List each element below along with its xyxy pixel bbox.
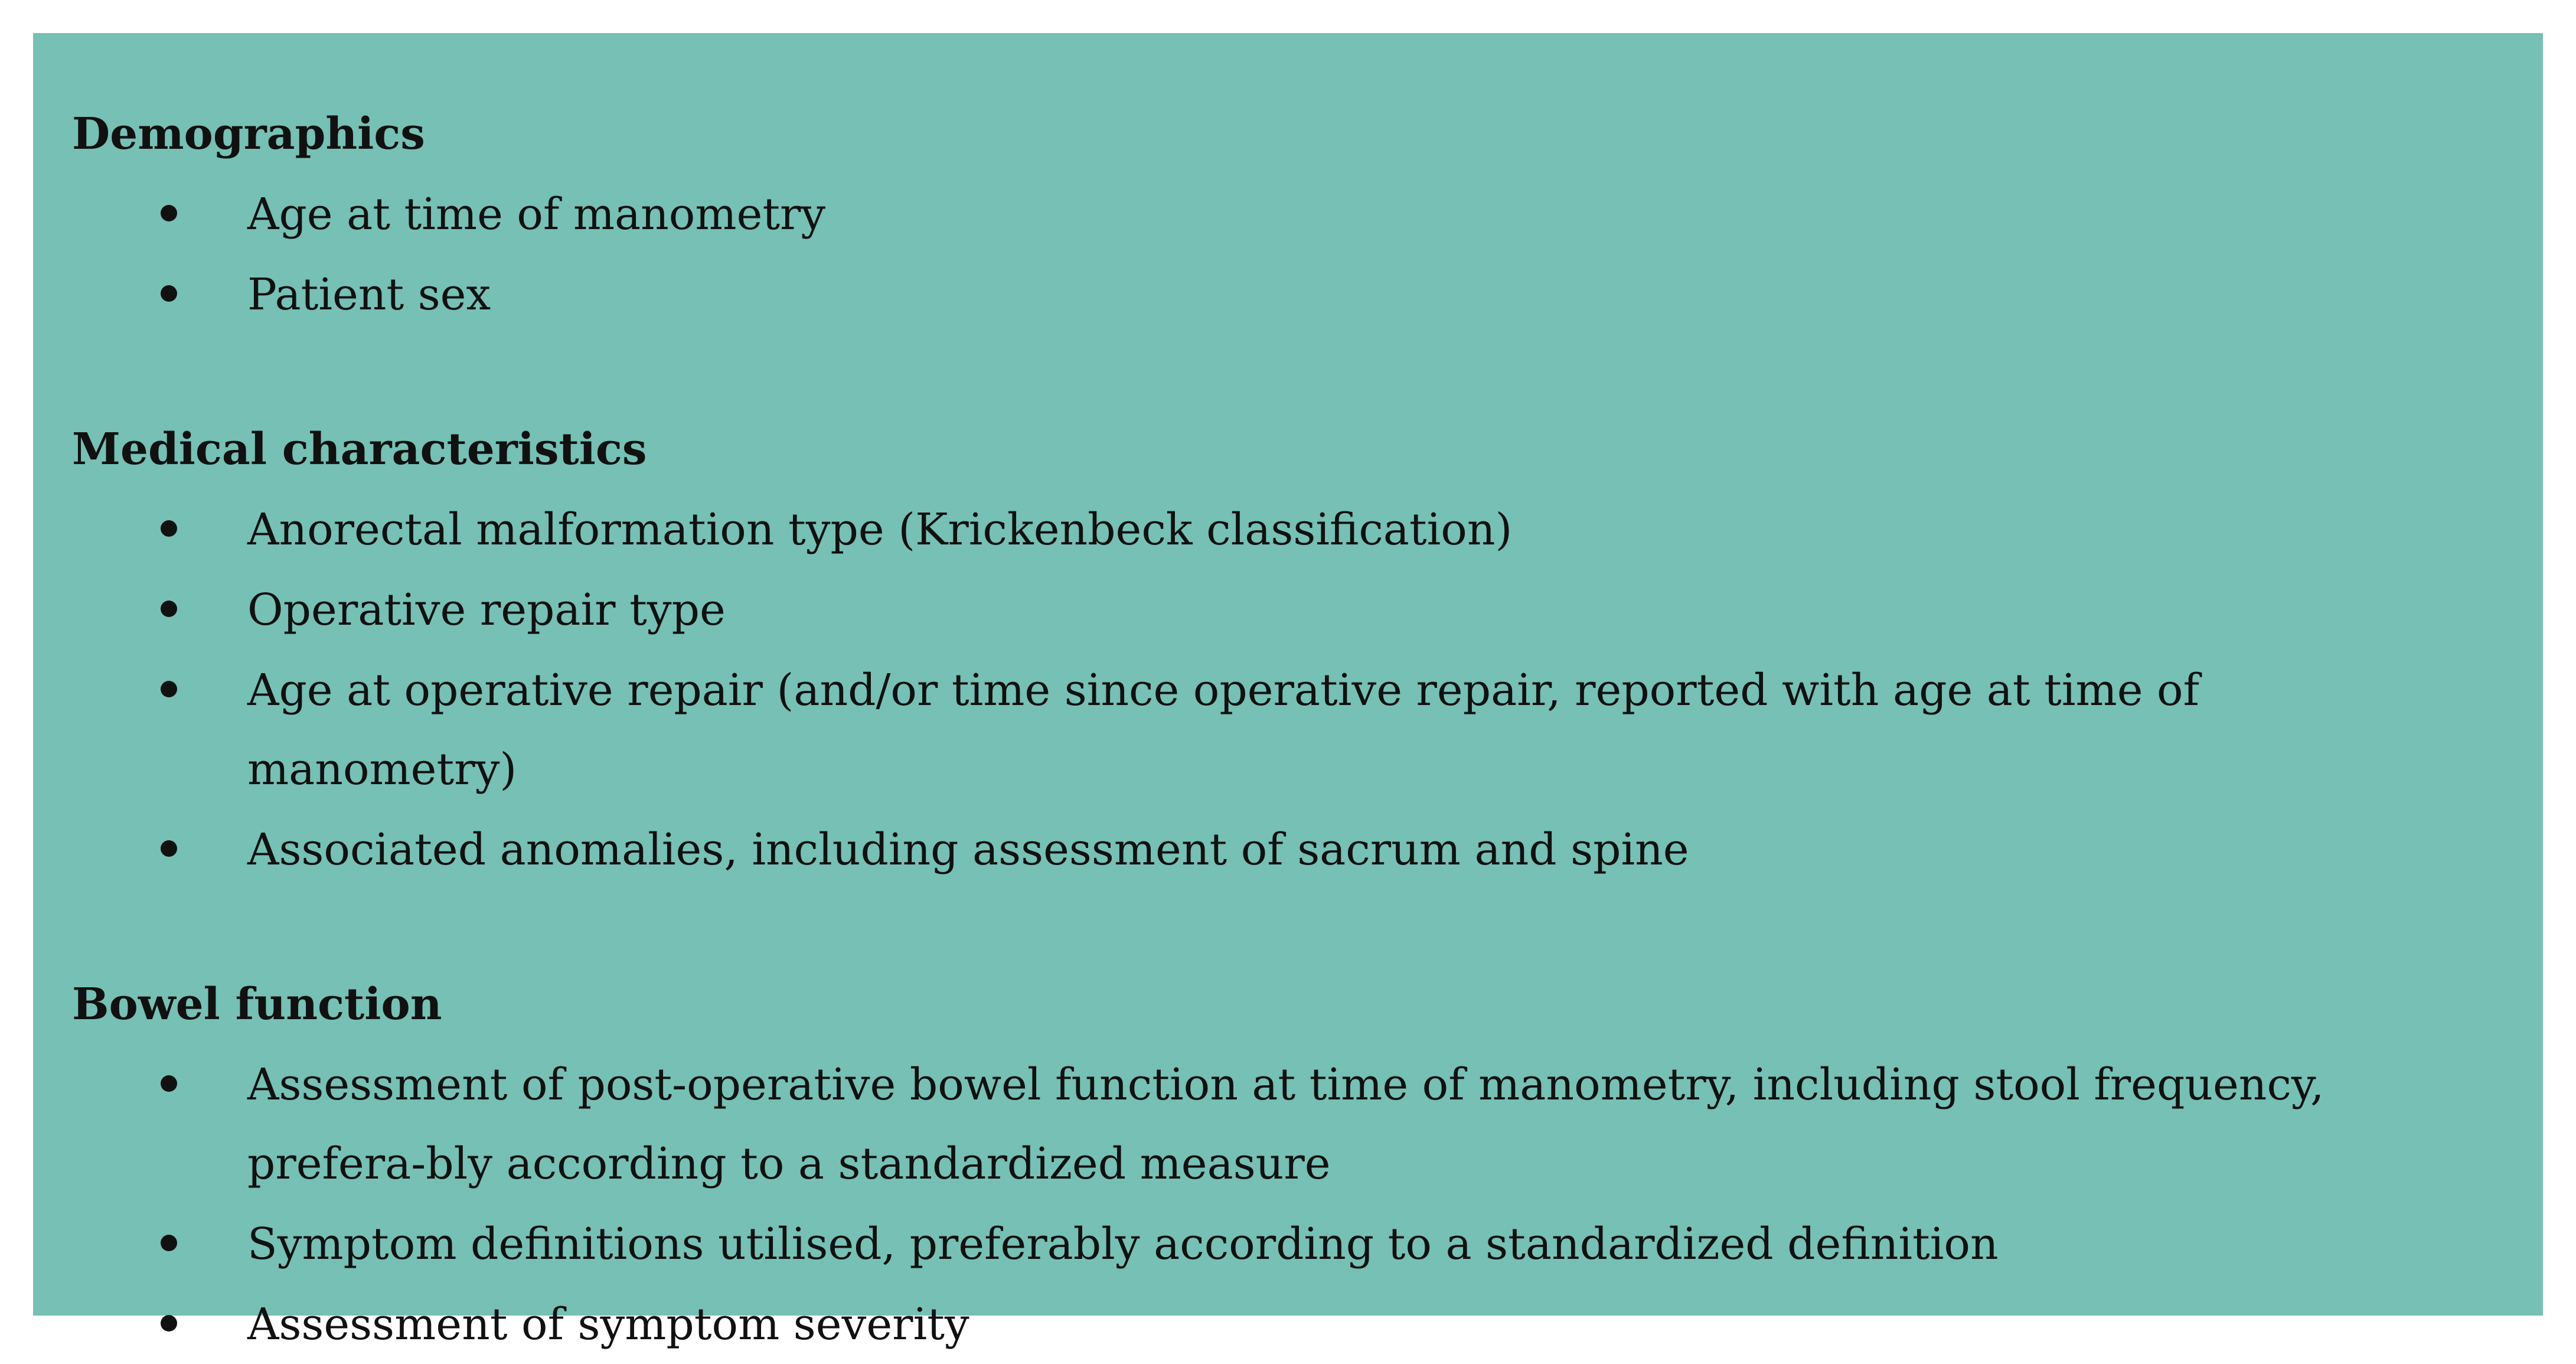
bullet-icon [161,1235,177,1251]
reporting-checklist-box [33,33,2543,1350]
list-item [72,810,2543,889]
section-bowel-function [72,965,2543,1364]
bullet-icon [161,285,177,302]
item-text: Age at time of manometry [247,189,826,240]
section-demographics [72,94,2543,334]
item-text: Anorectal malformation type (Krickenbeck classification) [247,504,1513,555]
item-text: Symptom definitions utilised, preferably according to a standardized definition [247,1219,1999,1270]
list-item [72,255,2543,334]
item-text: Assessment of post-operative bowel function at time of manometry, including stool frequency, prefera-bly according to a standardized measure [247,1059,2324,1189]
list-item [72,570,2543,650]
item-text: Patient sex [247,269,491,320]
item-list [72,490,2543,889]
item-list [72,1045,2543,1364]
list-item [72,175,2543,254]
section-title: Medical characteristics [72,424,647,475]
item-list [72,175,2543,334]
item-text: Age at operative repair (and/or time since operative repair, reported with age at time of manometry) [247,665,2199,795]
bullet-icon [161,520,177,537]
list-item [72,1205,2543,1284]
list-item [72,651,2543,809]
list-item [72,490,2543,569]
item-text: Associated anomalies, including assessment of sacrum and spine [247,824,1689,875]
bullet-icon [161,1075,177,1092]
bullet-icon [161,205,177,221]
bullet-icon [161,1315,177,1332]
bullet-icon [161,681,177,697]
list-item [72,1045,2543,1203]
list-item [72,1285,2543,1364]
item-text: Assessment of symptom severity [247,1299,969,1350]
bullet-icon [161,601,177,617]
section-title: Bowel function [72,979,442,1030]
bullet-icon [161,840,177,857]
item-text: Operative repair type [247,585,726,635]
section-title: Demographics [72,109,425,159]
section-medical-characteristics [72,410,2543,889]
